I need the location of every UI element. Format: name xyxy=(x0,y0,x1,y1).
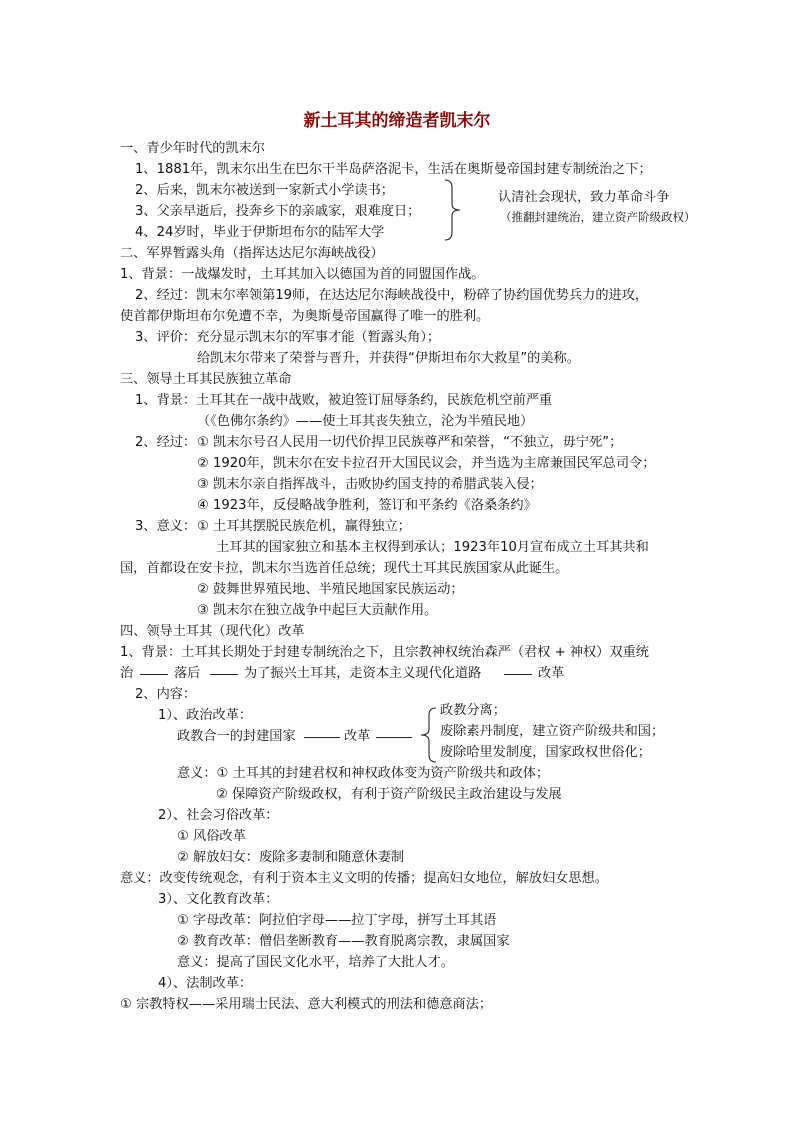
s2-process-line-1: 2、经过：凯末尔率领第19师，在达达尼尔海峡战役中，粉碎了协约国优势兵力的进攻， xyxy=(135,288,649,303)
s3-meaning-item-1-detail-cont: 国，首都设在安卡拉，凯末尔当选首任总统；现代土耳其民族国家从此诞生。 xyxy=(120,561,569,576)
left-brace-icon xyxy=(416,706,438,764)
s1-item-3: 3、父亲早逝后，投奔乡下的亲戚家，艰难度日； xyxy=(135,204,421,219)
dash-line xyxy=(140,674,168,675)
s4-bg-word-a: 治 xyxy=(120,666,134,681)
s1-item-2: 2、后来，凯末尔被送到一家新式小学读书； xyxy=(135,183,394,198)
s4-social-item-1: ① 风俗改革 xyxy=(177,829,246,844)
s4-political-branch-3: 废除哈里发制度，国家政权世俗化； xyxy=(440,745,651,760)
s4-culture-label: 3）、文化教育改革： xyxy=(158,892,279,907)
s4-social-label: 2）、社会习俗改革： xyxy=(158,808,279,823)
s4-bg-word-c: 为了振兴土耳其，走资本主义现代化道路 xyxy=(244,666,482,681)
s4-bg-word-d: 改革 xyxy=(538,666,565,681)
s4-political-left: 政教合一的封建国家 xyxy=(177,729,296,744)
section-4-heading: 四、领导土耳其（现代化）改革 xyxy=(120,624,305,639)
s4-political-meaning-1: 意义：① 土耳其的封建君权和神权政体变为资产阶级共和政体； xyxy=(177,766,550,781)
section-2-heading: 二、军界暂露头角（指挥达达尼尔海峡战役） xyxy=(120,246,384,261)
s3-meaning-item-2: ② 鼓舞世界殖民地、半殖民地国家民族运动； xyxy=(197,582,464,597)
s4-culture-meaning: 意义：提高了国民文化水平，培养了大批人才。 xyxy=(177,955,454,970)
s1-brace-summary: 认清社会现状，致力革命斗争 xyxy=(498,190,670,205)
right-brace-icon xyxy=(442,178,466,242)
document-title: 新土耳其的缔造者凯末尔 xyxy=(303,111,491,131)
s4-culture-item-1: ① 字母改革：阿拉伯字母——拉丁字母，拼写土耳其语 xyxy=(177,913,497,928)
s1-item-1: 1、1881年，凯末尔出生在巴尔干半岛萨洛泥卡，生活在奥斯曼帝国封建专制统治之下； xyxy=(135,162,652,177)
s1-item-4: 4、24岁时，毕业于伊斯坦布尔的陆军大学 xyxy=(135,225,385,240)
s2-evaluation-line-2: 给凯末尔带来了荣誉与晋升，并获得“伊斯坦布尔大救星”的美称。 xyxy=(197,351,580,366)
s3-meaning-item-1-detail: 土耳其的国家独立和基本主权得到承认；1923年10月宣布成立土耳其共和 xyxy=(216,540,649,555)
dash-line xyxy=(376,737,412,738)
s4-background-line-1: 1、背景：土耳其长期处于封建专制统治之下，且宗教神权统治森严（君权 + 神权）双重统 xyxy=(120,645,649,660)
s4-law-item-1: ① 宗教特权——采用瑞士民法、意大利模式的刑法和德意商法； xyxy=(120,997,493,1012)
s4-content-label: 2、内容： xyxy=(135,687,197,702)
section-3-heading: 三、领导土耳其民族独立革命 xyxy=(120,372,292,387)
s3-process-item-2: ② 1920年，凯末尔在安卡拉召开大国民议会，并当选为主席兼国民军总司令； xyxy=(197,456,656,471)
dash-line xyxy=(304,737,340,738)
s2-evaluation-line-1: 3、评价：充分显示凯末尔的军事才能（暂露头角）； xyxy=(135,330,441,345)
s3-process-item-3: ③ 凯末尔亲自指挥战斗，击败协约国支持的希腊武装入侵； xyxy=(197,477,543,492)
s4-law-label: 4）、法制改革： xyxy=(158,976,253,991)
s2-process-line-2: 使首都伊斯坦布尔免遭不幸，为奥斯曼帝国赢得了唯一的胜利。 xyxy=(120,309,490,324)
s4-social-item-2: ② 解放妇女：废除多妻制和随意休妻制 xyxy=(177,850,405,865)
s4-social-meaning: 意义：改变传统观念，有利于资本主义文明的传播；提高妇女地位，解放妇女思想。 xyxy=(120,871,608,886)
s3-process-item-1: ① 凯末尔号召人民用一切代价捍卫民族尊严和荣誉，“不独立，毋宁死”； xyxy=(197,435,623,450)
s4-political-branch-1: 政教分离； xyxy=(440,703,506,718)
s1-brace-note: （推翻封建统治，建立资产阶级政权） xyxy=(500,210,696,224)
s3-process-item-4: ④ 1923年，反侵略战争胜利，签订和平条约《洛桑条约》 xyxy=(197,498,537,513)
section-1-heading: 一、青少年时代的凯末尔 xyxy=(120,141,266,156)
s4-bg-word-b: 落后 xyxy=(174,666,201,681)
s3-meaning-label: 3、意义： xyxy=(135,519,197,534)
s4-political-mid: 改革 xyxy=(344,729,371,744)
s3-background-line-2: （《色佛尔条约》——使土耳其丧失独立，沦为半殖民地） xyxy=(197,414,534,429)
s2-background: 1、背景：一战爆发时，土耳其加入以德国为首的同盟国作战。 xyxy=(120,267,485,282)
dash-line xyxy=(210,674,238,675)
s3-background-line-1: 1、背景：土耳其在一战中战败，被迫签订屈辱条约，民族危机空前严重 xyxy=(135,393,553,408)
s3-process-label: 2、经过： xyxy=(135,435,197,450)
s4-political-meaning-2: ② 保障资产阶级政权，有利于资产阶级民主政治建设与发展 xyxy=(216,787,562,802)
s4-culture-item-2: ② 教育改革：僧侣垄断教育——教育脱离宗教，隶属国家 xyxy=(177,934,510,949)
dash-line xyxy=(504,674,532,675)
s3-meaning-item-1: ① 土耳其摆脱民族危机，赢得独立； xyxy=(197,519,411,534)
s4-political-label: 1）、政治改革： xyxy=(158,708,253,723)
s3-meaning-item-3: ③ 凯末尔在独立战争中起巨大贡献作用。 xyxy=(197,603,438,618)
s4-political-branch-2: 废除素丹制度，建立资产阶级共和国； xyxy=(440,724,665,739)
